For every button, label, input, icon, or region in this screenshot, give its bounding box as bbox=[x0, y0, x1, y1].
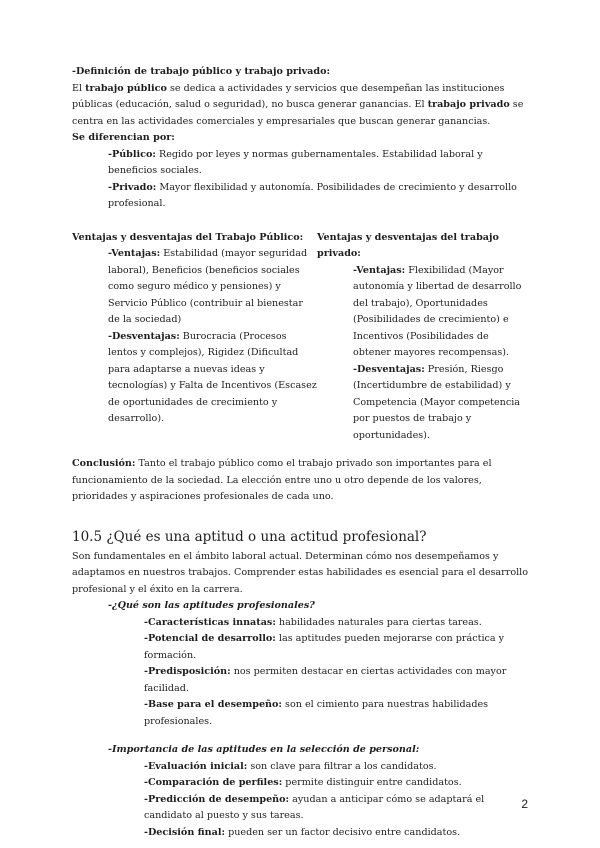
differ-heading: Se diferencian por: bbox=[72, 132, 175, 143]
private-column bbox=[317, 230, 527, 445]
public-disadvantages: -Desventajas: Burocracia (Procesos lentos y complejos), Rigidez (Dificultad para adaptarse a nuevas ideas y tecnologías) y Falta de Incentivos (Escasez de oportunidades de crecimiento y desarrollo). bbox=[108, 330, 317, 424]
private-advantages: -Ventajas: Flexibilidad (Mayor autonomía y libertad de desarrollo del trabajo), Oportunidades (Posibilidades de crecimiento) e Incentivos (Posibilidades de obtener mayores recompensas). bbox=[353, 264, 522, 358]
aptitude-item: -Características innatas: habilidades naturales para ciertas tareas. bbox=[144, 616, 482, 628]
aptitude-item: -Base para el desempeño: son el cimiento para nuestras habilidades profesionales. bbox=[144, 699, 489, 727]
public-advantages: -Ventajas: Estabilidad (mayor seguridad laboral), Beneficios (beneficios sociales como seguro médico y pensiones) y Servicio Público (contribuir al bienestar de la sociedad) bbox=[108, 248, 308, 325]
private-disadvantages: -Desventajas: Presión, Riesgo (Incertidumbre de estabilidad) y Competencia (Mayor competencia por puestos de trabajo y oportunidades). bbox=[353, 363, 521, 441]
aptitudes-subheading: -¿Qué son las aptitudes profesionales? bbox=[108, 600, 315, 611]
definition-paragraph: El trabajo público se dedica a actividades y servicios que desempeñan las instituciones públicas (educación, salud o seguridad), no busca generar ganancias. El trabajo privado se centra en las actividades comerciales y empresariales que buscan generar ganancias. bbox=[72, 82, 524, 127]
public-column bbox=[72, 230, 317, 445]
aptitude-item: -Predisposición: nos permiten destacar en ciertas actividades con mayor facilidad. bbox=[144, 666, 507, 694]
pros-cons-columns bbox=[72, 230, 530, 445]
term-public-work: trabajo público bbox=[85, 82, 167, 94]
page-content bbox=[72, 64, 530, 841]
importance-item: -Comparación de perfiles: permite distinguir entre candidatos. bbox=[144, 777, 462, 788]
definition-heading: -Definición de trabajo público y trabajo privado: bbox=[72, 66, 331, 77]
importance-item: -Predicción de desempeño: ayudan a anticipar cómo se adaptará el candidato al puesto y sus tareas. bbox=[144, 793, 485, 821]
importance-subheading: -Importancia de las aptitudes en la selección de personal: bbox=[108, 744, 420, 755]
aptitude-item: -Potencial de desarrollo: las aptitudes pueden mejorarse con práctica y formación. bbox=[144, 633, 505, 661]
importance-item: -Evaluación inicial: son clave para filtrar a los candidatos. bbox=[144, 760, 437, 772]
term-private-work: trabajo privado bbox=[427, 99, 510, 110]
section-intro: Son fundamentales en el ámbito laboral actual. Determinan cómo nos desempeñamos y adaptamos en nuestros trabajos. Comprender estas habilidades es esencial para el desarrollo profesional y el éxito en la carrera. bbox=[72, 550, 529, 595]
public-column-heading: Ventajas y desventajas del Trabajo Público: bbox=[72, 231, 304, 243]
page-number: 2 bbox=[521, 797, 528, 811]
importance-item: -Decisión final: pueden ser un factor decisivo entre candidatos. bbox=[144, 826, 461, 838]
section-title: 10.5 ¿Qué es una aptitud o una actitud profesional? bbox=[72, 528, 427, 545]
differ-public: -Público: Regido por leyes y normas gubernamentales. Estabilidad laboral y beneficios sociales. bbox=[108, 148, 483, 176]
private-column-heading: Ventajas y desventajas del trabajo privado: bbox=[317, 231, 499, 259]
conclusion-paragraph: Conclusión: Tanto el trabajo público como el trabajo privado son importantes para el funcionamiento de la sociedad. La elección entre uno u otro depende de los valores, prioridades y aspiraciones profesionales de cada uno. bbox=[72, 458, 492, 502]
differ-private: -Privado: Mayor flexibilidad y autonomía. Posibilidades de crecimiento y desarrollo profesional. bbox=[108, 181, 517, 209]
